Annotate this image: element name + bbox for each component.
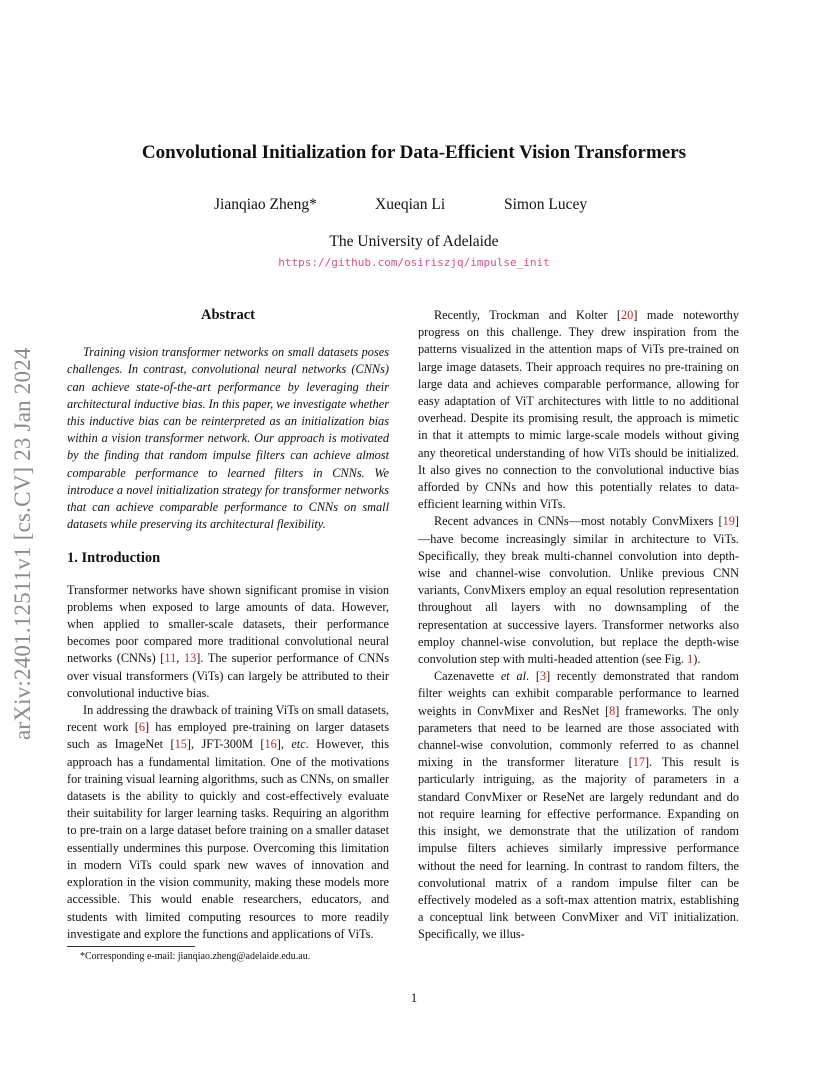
right-column [418, 307, 739, 944]
citation-link[interactable]: 13 [184, 651, 197, 666]
intro-paragraph-1: Transformer networks have shown significant promise in vision problems when exposed to large amounts of data. However, when applied to smaller-scale datasets, their performance becomes poor compared more traditional convolutional neural networks (CNNs) [11, 13]. The superior performance of CNNs over visual transformers (ViTs) can largely be attributed to their convolutional inductive bias. [67, 582, 390, 700]
right-paragraph-1: Recently, Trockman and Kolter [20] made noteworthy progress on this challenge. They drew inspiration from the patterns visualized in the attention maps of ViTs pre-trained on large image datasets. Their approach requires no pre-training on large data and achieves comparable performance, allowing for easy adaptation of ViT architectures with little to no additional overhead. Despite its promising result, the approach is mimetic in that it attempts to mimic large-scale models without giving any theoretical understanding of how ViTs should be initialized. It also gives no connection to the convolutional inductive bias afforded by CNNs and how this potentially relates to data-efficient learning within ViTs. [418, 308, 739, 512]
right-paragraph-2: Recent advances in CNNs—most notably ConvMixers [19]—have become increasingly similar in architecture to ViTs. Specifically, they break multi-channel convolution into depth-wise and channel-wise convolution. Unlike previous CNN variants, ConvMixers employ an equal resolution representation throughout all layers with no downsampling of the representation at successive layers. Transformer networks also employ channel-wise convolution, but replace the depth-wise convolution step with multi-headed attention (see Fig. 1). [418, 514, 739, 667]
citation-link[interactable]: 15 [174, 737, 187, 752]
figure-link[interactable]: 1 [687, 652, 694, 667]
paper-title: Convolutional Initialization for Data-Efficient Vision Transformers [141, 142, 687, 163]
footnote-rule [67, 946, 195, 947]
author-name: Jianqiao Zheng* [214, 196, 317, 213]
citation-link[interactable]: 16 [264, 737, 277, 752]
introduction-heading: 1. Introduction [67, 550, 161, 567]
author-name: Xueqian Li [375, 196, 446, 213]
code-url-link[interactable]: https://github.com/osiriszjq/impulse_init [278, 256, 550, 269]
abstract-heading: Abstract [201, 307, 255, 323]
citation-link[interactable]: 17 [632, 755, 645, 770]
right-paragraph-3: Cazenavette et al. [3] recently demonstrated that random filter weights can exhibit comparable performance to learned weights in ConvMixer and ResNet [8] frameworks. The only parameters that need to be learned are those associated with channel-wise convolution, commonly referred to as channel mixing in the transformer literature [17]. This result is particularly intriguing, as the majority of parameters in a standard ConvMixer or ReseNet are largely redundant and do not require learning for effective performance. Expanding on this insight, we demonstrate that the utilization of random impulse filters achieves similarly impressive performance without the need for learning. In contrast to random filters, the convolutional matrix of a random impulse filter can be effectively modeled as a soft-max attention matrix, establishing a conceptual link between ConvMixer and ViT initialization. Specifically, we illus- [418, 669, 739, 942]
affiliation: The University of Adelaide [329, 233, 499, 250]
author-name: Simon Lucey [504, 196, 588, 213]
citation-link[interactable]: 8 [609, 703, 616, 718]
page-number: 1 [410, 990, 418, 1005]
left-column [67, 307, 389, 943]
citation-link[interactable]: 20 [621, 308, 634, 322]
arxiv-stamp: arXiv:2401.12511v1 [cs.CV] 23 Jan 2024 [10, 347, 35, 740]
citation-link[interactable]: 11 [164, 651, 177, 666]
abstract-text: Training vision transformer networks on small datasets poses challenges. In contrast, convolutional neural networks (CNNs) can achieve state-of-the-art performance by leveraging their architectural inductive bias. In this paper, we investigate whether this inductive bias can be reinterpreted as an initialization bias within a vision transformer network. Our approach is motivated by the finding that random impulse filters can achieve almost comparable performance to learned filters in CNNs. We introduce a novel initialization strategy for transformer networks that can achieve comparable performance to CNNs on small datasets while preserving its architectural flexibility. [67, 345, 389, 532]
citation-link[interactable]: 6 [138, 720, 145, 735]
citation-link[interactable]: 3 [539, 669, 547, 684]
footnote: *Corresponding e-mail: jianqiao.zheng@adelaide.edu.au. [80, 951, 311, 962]
intro-paragraph-2: In addressing the drawback of training ViTs on small datasets, recent work [6] has employed pre-training on larger datasets such as ImageNet [15], JFT-300M [16], etc. However, this approach has a fundamental limitation. One of the motivations for training visual learning algorithms, such as CNNs, on smaller datasets is the ability to quickly and cost-effectively evaluate their suitability for larger learning tasks. Requiring an algorithm to pre-train on a large dataset before training on a smaller dataset essentially undermines this purpose. Overcoming this limitation in modern ViTs could spark new waves of innovation and exploration in the vision community, making these models more accessible. This would enable researchers, educators, and students with limited computing resources to more readily investigate and explore the functions and applications of ViTs. [67, 703, 389, 941]
citation-link[interactable]: 19 [722, 514, 735, 529]
